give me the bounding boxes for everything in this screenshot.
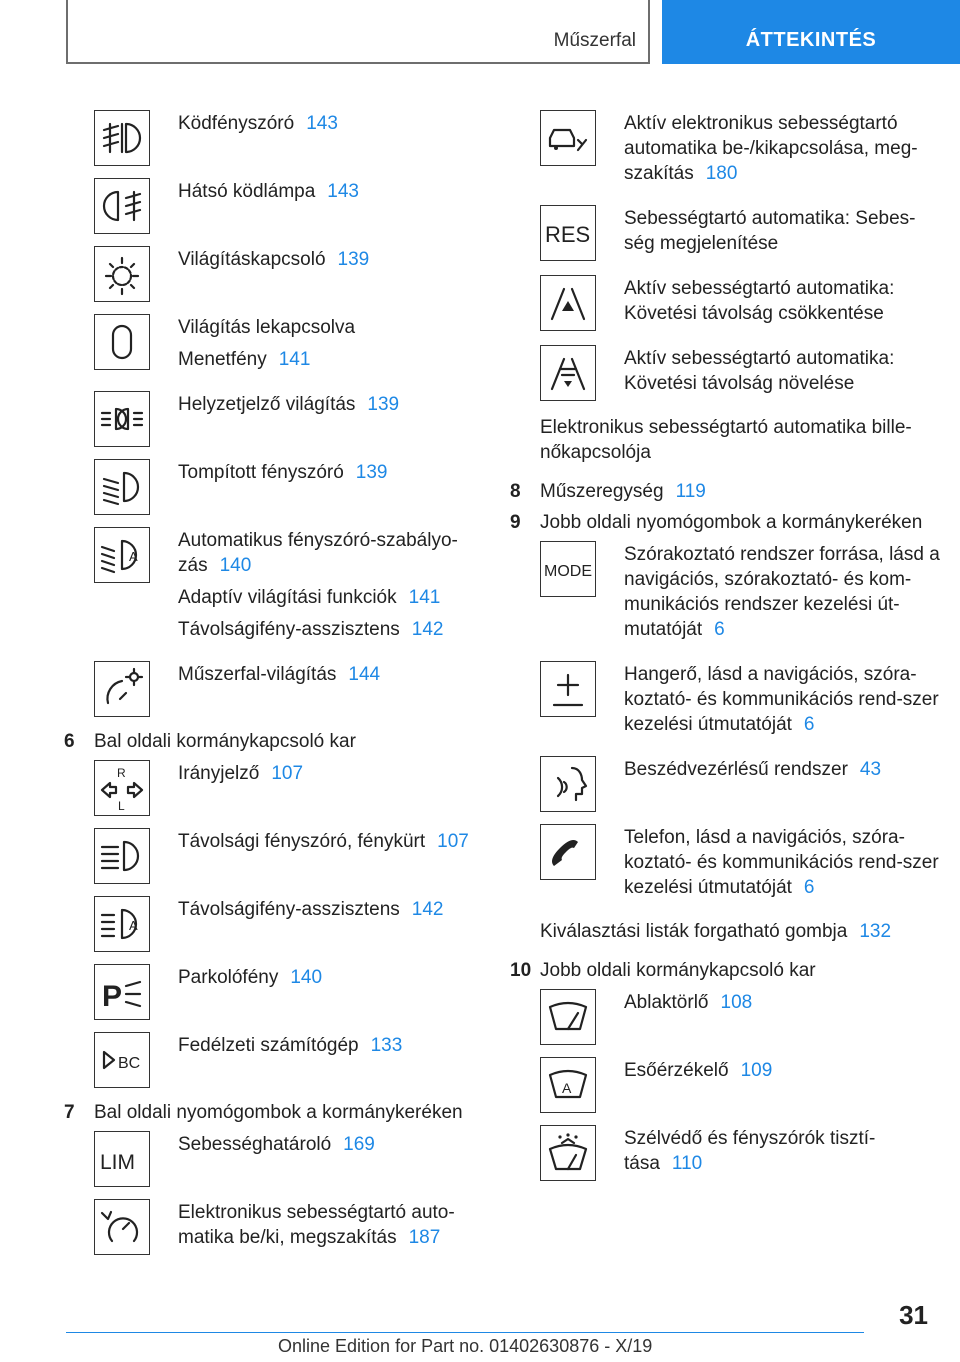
list-item (64, 1032, 484, 1088)
page-reference-link[interactable]: 141 (278, 349, 311, 370)
entry-label: Esőérzékelő (624, 1060, 729, 1081)
mode-icon (540, 541, 596, 597)
footer-divider (66, 1332, 864, 1333)
parking-light-icon-glyph (96, 966, 148, 1018)
volume-icon (540, 661, 596, 717)
page-number: 31 (899, 1300, 928, 1330)
entry-line (178, 829, 484, 854)
entry-text (178, 459, 484, 515)
entry-line (178, 111, 484, 136)
section-number: 6 (64, 731, 75, 752)
wiper-icon-glyph (542, 991, 594, 1043)
list-item (64, 178, 484, 234)
instrument-lighting-icon (94, 661, 150, 717)
entry-label: Sebességhatároló (178, 1134, 332, 1155)
instrument-lighting-icon-glyph (96, 663, 148, 715)
section-number: 10 (510, 960, 532, 981)
page-reference-link[interactable]: 140 (290, 967, 323, 988)
cruise-control-icon-glyph (96, 1201, 148, 1253)
entry-label: Aktív sebességtartó automatika: Követési távolság csökkentése (624, 278, 895, 324)
entry-text (624, 661, 940, 744)
page-reference-link[interactable]: 132 (859, 921, 892, 942)
page-reference-link[interactable]: 109 (740, 1060, 773, 1081)
entry-label: Automatikus fényszóró-szabályo-zás (178, 530, 458, 576)
entry-line (624, 111, 940, 186)
high-beam-assist-icon-glyph (96, 898, 148, 950)
list-item (64, 527, 484, 649)
entry-text (178, 246, 484, 302)
page-reference-link[interactable]: 110 (671, 1153, 703, 1174)
entry-line (178, 347, 484, 372)
entry-text (178, 391, 484, 447)
list-item (510, 1125, 940, 1183)
entry-label: Menetfény (178, 349, 267, 370)
entry-label: Aktív elektronikus sebességtartó automatika be-/kikapcsolása, meg-szakítás (624, 113, 918, 184)
mode-icon-glyph (542, 543, 594, 595)
washer-icon-glyph (542, 1127, 594, 1179)
entry-text (624, 205, 940, 263)
entry-line (624, 990, 940, 1015)
section-title: Bal oldali nyomógombok a kormánykeréken (94, 1102, 463, 1123)
entry-label: Fedélzeti számítógép (178, 1035, 359, 1056)
page-reference-link[interactable]: 143 (306, 113, 338, 134)
onboard-computer-icon-glyph (96, 1034, 148, 1086)
auto-headlight-icon (94, 527, 150, 583)
phone-icon-glyph (542, 826, 594, 878)
page-reference-link[interactable]: 6 (803, 877, 815, 898)
high-beam-icon (94, 828, 150, 884)
entry-line (178, 617, 484, 642)
page-reference-link[interactable]: 187 (408, 1227, 441, 1248)
svg-text:A: A (129, 918, 138, 933)
entry-label: Kiválasztási listák forgatható gombja (540, 921, 848, 942)
entry-line (178, 662, 484, 687)
light-switch-icon-glyph (96, 248, 148, 300)
page-reference-link[interactable]: 139 (337, 249, 370, 270)
page-reference-link[interactable]: 133 (370, 1035, 403, 1056)
res-icon-glyph (542, 207, 594, 259)
section-number: 9 (510, 512, 521, 533)
section-heading (510, 958, 940, 983)
entry-line (624, 825, 940, 900)
rear-fog-light-icon (94, 178, 150, 234)
entry-text (178, 896, 484, 952)
low-beam-icon (94, 459, 150, 515)
page-reference-link[interactable]: 143 (327, 181, 359, 202)
entry-label: Adaptív világítási funkciók (178, 587, 397, 608)
entry-label: Ködfényszóró (178, 113, 295, 134)
parking-light-icon (94, 964, 150, 1020)
distance-decrease-icon (540, 275, 596, 331)
distance-increase-icon-glyph (542, 347, 594, 399)
entry-label: Világítás lekapcsolva (178, 317, 356, 338)
entry-text (624, 541, 940, 649)
page-reference-link[interactable]: 180 (705, 163, 738, 184)
entry-label: Szélvédő és fényszórók tisztí-tása (624, 1128, 876, 1174)
section-title: Műszerfal (553, 30, 636, 51)
left-column (64, 110, 484, 1269)
entry-label: Műszerfal-világítás (178, 664, 337, 685)
section-title: Jobb oldali nyomógombok a kormánykeréken (540, 512, 923, 533)
entry-label: Szórakoztató rendszer forrása, lásd a navigációs, szórakoztató- és kom-munikációs rendszer kezelési út-mutatóját (624, 544, 940, 640)
svg-text:BC: BC (118, 1055, 141, 1072)
entry-line (178, 460, 484, 485)
entry-label: Parkolófény (178, 967, 279, 988)
rocker-switch-text: Elektronikus sebességtartó automatika bille-nőkapcsolója (540, 417, 912, 463)
svg-text:R: R (117, 766, 126, 780)
distance-decrease-icon-glyph (542, 277, 594, 329)
lights-off-icon-glyph (96, 316, 148, 368)
list-item (64, 246, 484, 302)
entry-line (178, 1033, 484, 1058)
header-section-box (66, 0, 650, 64)
voice-control-icon (540, 756, 596, 812)
entry-line (178, 897, 484, 922)
footer-edition: Online Edition for Part no. 01402630876 - X/19 (278, 1336, 653, 1356)
entry-line (624, 346, 940, 396)
entry-text (624, 1125, 940, 1183)
entry-text (178, 828, 484, 884)
entry-line (624, 1126, 940, 1176)
phone-icon (540, 824, 596, 880)
entry-text (178, 110, 484, 166)
entry-line (178, 965, 484, 990)
entry-label: Aktív sebességtartó automatika: Követési távolság növelése (624, 348, 895, 394)
active-cruise-control-icon (540, 110, 596, 166)
entry-line (178, 315, 484, 340)
list-item (64, 110, 484, 166)
list-item (64, 964, 484, 1020)
right-column (510, 110, 940, 1195)
entry-text (178, 178, 484, 234)
entry-text (178, 964, 484, 1020)
list-item (64, 391, 484, 447)
entry-text (178, 1032, 484, 1088)
entry-label: Helyzetjelző világítás (178, 394, 356, 415)
section-title: Bal oldali kormánykapcsoló kar (94, 731, 356, 752)
rain-sensor-icon-glyph (542, 1059, 594, 1111)
page-reference-link[interactable]: 139 (367, 394, 400, 415)
entry-label: Irányjelző (178, 763, 260, 784)
section-title: Jobb oldali kormánykapcsoló kar (540, 960, 816, 981)
lights-off-icon (94, 314, 150, 370)
front-fog-light-icon (94, 110, 150, 166)
list-item (510, 824, 940, 907)
svg-text:RES: RES (545, 222, 591, 247)
list-item (510, 1057, 940, 1113)
page-reference-link[interactable]: 107 (437, 831, 469, 852)
page-reference-link[interactable]: 169 (343, 1134, 375, 1155)
list-item (510, 345, 940, 403)
selection-list-text (540, 919, 940, 944)
cruise-control-icon (94, 1199, 150, 1255)
entry-line (178, 1132, 484, 1157)
svg-text:P: P (102, 980, 123, 1013)
list-item (510, 275, 940, 333)
page-reference-link[interactable]: 141 (408, 587, 441, 608)
active-cruise-control-icon-glyph (542, 112, 594, 164)
entry-text (624, 275, 940, 333)
svg-text:MODE: MODE (544, 563, 592, 580)
page-reference-link[interactable]: 142 (411, 899, 444, 920)
list-item (64, 896, 484, 952)
section-title: Műszeregység (540, 481, 664, 502)
entry-text (178, 760, 484, 816)
list-item (64, 459, 484, 515)
chapter-tab[interactable]: ÁTTEKINTÉS (662, 0, 960, 64)
svg-text:A: A (562, 1080, 572, 1096)
svg-text:LIM: LIM (100, 1151, 136, 1174)
page-reference-link[interactable]: 140 (219, 555, 252, 576)
section-heading (510, 510, 940, 535)
entry-text (624, 824, 940, 907)
section-heading (64, 729, 484, 754)
turn-signal-icon (94, 760, 150, 816)
svg-text:L: L (118, 799, 125, 813)
high-beam-assist-icon (94, 896, 150, 952)
section-number: 7 (64, 1102, 75, 1123)
entry-line (624, 662, 940, 737)
page-reference-link[interactable]: 43 (859, 759, 882, 780)
entry-text (178, 1131, 484, 1187)
washer-icon (540, 1125, 596, 1181)
entry-text (178, 527, 484, 649)
speed-limiter-icon-glyph (96, 1133, 148, 1185)
parking-lights-icon-glyph (96, 393, 148, 445)
entry-label: Telefon, lásd a navigációs, szóra-koztató- és kommunikációs rend-szer kezelési útmutatóját (624, 827, 939, 898)
volume-icon-glyph (542, 663, 594, 715)
entry-label: Távolságifény-asszisztens (178, 899, 400, 920)
entry-label: Távolságifény-asszisztens (178, 619, 400, 640)
entry-line (624, 206, 940, 256)
entry-text (624, 1057, 940, 1113)
list-item (510, 661, 940, 744)
page-reference-link[interactable]: 107 (271, 763, 304, 784)
page-reference-link[interactable]: 144 (348, 664, 381, 685)
page-reference-link[interactable]: 6 (714, 619, 725, 640)
entry-line (624, 1058, 940, 1083)
auto-headlight-icon-glyph (96, 529, 148, 581)
entry-text (624, 989, 940, 1045)
entry-line (178, 761, 484, 786)
entry-text (624, 110, 940, 193)
entry-label: Tompított fényszóró (178, 462, 344, 483)
rain-sensor-icon (540, 1057, 596, 1113)
high-beam-icon-glyph (96, 830, 148, 882)
wiper-icon (540, 989, 596, 1045)
list-item (510, 541, 940, 649)
entry-line (178, 247, 484, 272)
distance-increase-icon (540, 345, 596, 401)
entry-text (178, 1199, 484, 1257)
list-item (510, 205, 940, 263)
page-reference-link[interactable]: 119 (675, 481, 706, 502)
list-item (510, 756, 940, 812)
entry-line (178, 585, 484, 610)
entry-label: Hátsó ködlámpa (178, 181, 316, 202)
speed-limiter-icon (94, 1131, 150, 1187)
page-reference-link[interactable]: 6 (803, 714, 815, 735)
onboard-computer-icon (94, 1032, 150, 1088)
list-item (64, 1131, 484, 1187)
entry-text (178, 661, 484, 717)
turn-signal-icon-glyph (96, 762, 148, 814)
entry-line (178, 179, 484, 204)
entry-line (178, 392, 484, 417)
entry-line (624, 276, 940, 326)
low-beam-icon-glyph (96, 461, 148, 513)
page-reference-link[interactable]: 139 (355, 462, 388, 483)
front-fog-light-icon-glyph (96, 112, 148, 164)
section-number: 8 (510, 481, 521, 502)
list-item (510, 110, 940, 193)
parking-lights-icon (94, 391, 150, 447)
entry-label: Beszédvezérlésű rendszer (624, 759, 848, 780)
entry-label: Ablaktörlő (624, 992, 709, 1013)
entry-line (624, 757, 940, 782)
entry-line (624, 542, 940, 642)
svg-text:A: A (129, 549, 138, 564)
page-reference-link[interactable]: 142 (411, 619, 444, 640)
list-item (64, 661, 484, 717)
entry-label: Távolsági fényszóró, fénykürt (178, 831, 426, 852)
light-switch-icon (94, 246, 150, 302)
rear-fog-light-icon-glyph (96, 180, 148, 232)
section-heading (64, 1100, 484, 1125)
section-heading (510, 479, 940, 504)
res-icon (540, 205, 596, 261)
entry-text (178, 314, 484, 379)
list-item (64, 1199, 484, 1257)
voice-control-icon-glyph (542, 758, 594, 810)
list-item (64, 314, 484, 379)
list-item (64, 760, 484, 816)
entry-label: Hangerő, lásd a navigációs, szóra-koztató- és kommunikációs rend-szer kezelési útmutatóját (624, 664, 939, 735)
entry-label: Világításkapcsoló (178, 249, 326, 270)
entry-line (178, 528, 484, 578)
entry-text (624, 345, 940, 403)
page-header (66, 0, 960, 64)
entry-line (178, 1200, 484, 1250)
page-reference-link[interactable]: 108 (720, 992, 753, 1013)
entry-text (624, 756, 940, 812)
list-item (510, 989, 940, 1045)
list-item (64, 828, 484, 884)
entry-label: Sebességtartó automatika: Sebes-ség megjelenítése (624, 208, 916, 254)
entry-label: Elektronikus sebességtartó auto-matika be/ki, megszakítás (178, 1202, 455, 1248)
